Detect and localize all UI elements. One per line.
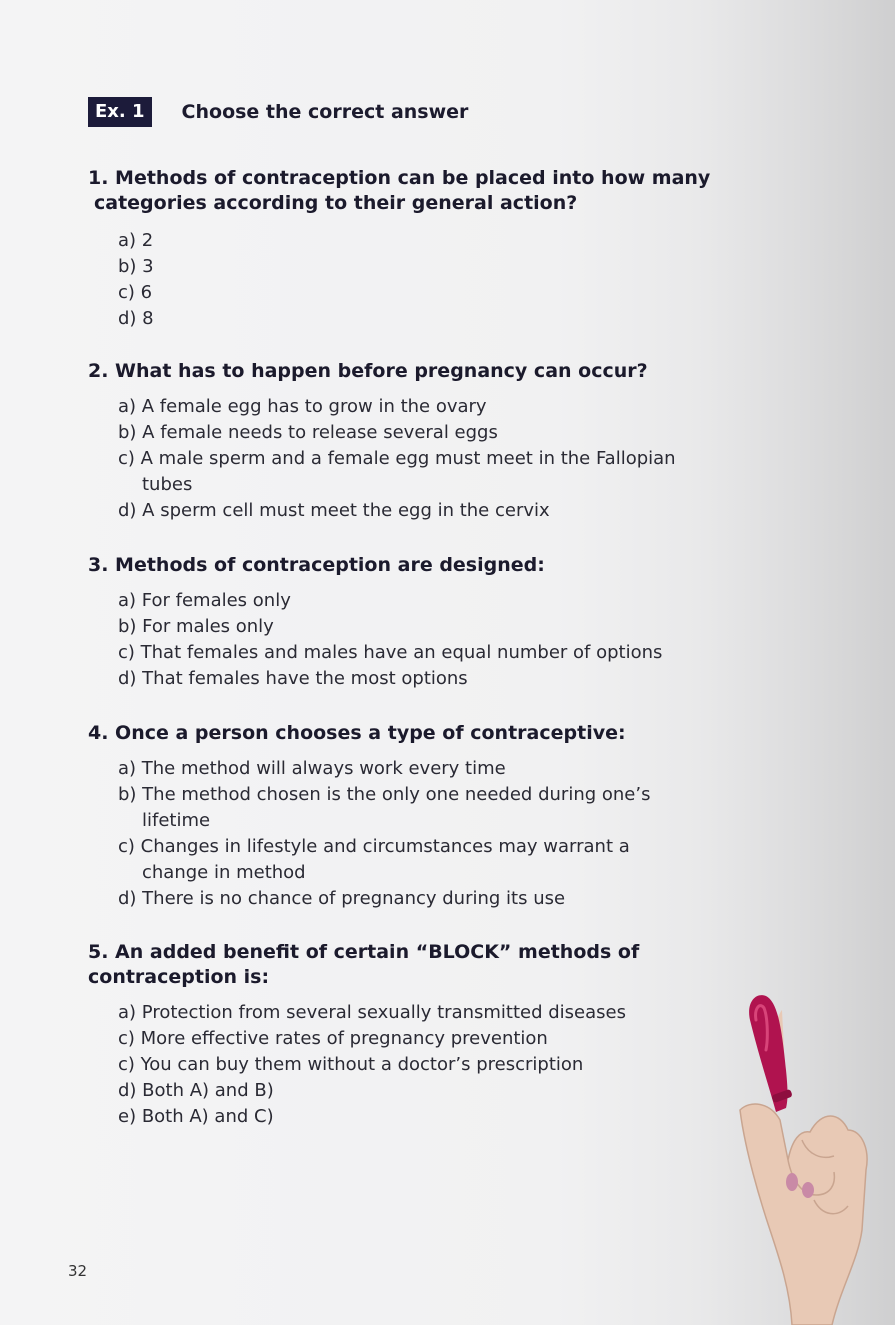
exercise-title: Choose the correct answer: [181, 101, 469, 123]
answer-option[interactable]: d) That females have the most options: [118, 668, 468, 689]
question-title-line: 1. Methods of contraception can be placed into how many: [88, 167, 711, 189]
answer-option[interactable]: d) Both A) and B): [118, 1080, 274, 1101]
question-1: [88, 166, 748, 332]
fingernail: [786, 1173, 798, 1191]
answer-options: [88, 394, 748, 524]
question-title: 2. What has to happen before pregnancy can occur?: [88, 360, 648, 382]
question-title: 4. Once a person chooses a type of contraceptive:: [88, 722, 626, 744]
fingernail: [802, 1182, 814, 1198]
answer-options: [88, 756, 748, 912]
question-title-line: contraception is:: [88, 966, 270, 988]
question-title: [88, 166, 748, 216]
answer-options: [88, 588, 748, 692]
hand-shape: [740, 1104, 867, 1325]
answer-option-text: b) The method chosen is the only one needed during one’s: [118, 784, 651, 805]
answer-option[interactable]: b) 3: [118, 256, 154, 277]
question-5: [88, 940, 748, 1130]
answer-option-continuation: tubes: [142, 474, 193, 495]
question-3: [88, 553, 748, 692]
answer-option[interactable]: b) A female needs to release several eggs: [118, 422, 498, 443]
answer-option[interactable]: e) Both A) and C): [118, 1106, 274, 1127]
answer-option-continuation: change in method: [142, 862, 306, 883]
answer-options: [88, 1000, 718, 1130]
answer-option[interactable]: a) 2: [118, 230, 154, 251]
answer-option[interactable]: a) The method will always work every time: [118, 758, 506, 779]
answer-option[interactable]: d) 8: [118, 308, 154, 329]
answer-option[interactable]: b) For males only: [118, 616, 274, 637]
question-title-line: 5. An added benefit of certain “BLOCK” methods of: [88, 941, 640, 963]
answer-option[interactable]: [118, 782, 748, 834]
answer-option[interactable]: a) For females only: [118, 590, 291, 611]
page-number: 32: [68, 1262, 88, 1280]
answer-option[interactable]: [118, 834, 748, 886]
answer-option-text: c) Changes in lifestyle and circumstances may warrant a: [118, 836, 630, 857]
answer-option[interactable]: d) A sperm cell must meet the egg in the cervix: [118, 500, 550, 521]
answer-option[interactable]: d) There is no chance of pregnancy during its use: [118, 888, 566, 909]
question-title: [88, 940, 748, 990]
answer-option[interactable]: a) A female egg has to grow in the ovary: [118, 396, 487, 417]
answer-option[interactable]: c) You can buy them without a doctor’s prescription: [118, 1054, 584, 1075]
question-2: [88, 359, 748, 524]
question-title: 3. Methods of contraception are designed:: [88, 554, 545, 576]
exercise-badge: Ex. 1: [88, 97, 152, 127]
answer-option[interactable]: c) That females and males have an equal number of options: [118, 642, 663, 663]
answer-option-text: c) A male sperm and a female egg must meet in the Fallopian: [118, 448, 676, 469]
answer-option[interactable]: c) More effective rates of pregnancy prevention: [118, 1028, 548, 1049]
answer-option-continuation: lifetime: [142, 810, 211, 831]
answer-option[interactable]: c) 6: [118, 282, 153, 303]
answer-option[interactable]: [118, 446, 748, 498]
exercise-header: [88, 96, 468, 128]
hand-with-condom-icon: [730, 990, 880, 1325]
answer-options: [88, 228, 748, 332]
answer-option[interactable]: a) Protection from several sexually transmitted diseases: [118, 1002, 626, 1023]
question-title-line: categories according to their general action?: [94, 192, 578, 214]
question-4: [88, 721, 748, 912]
